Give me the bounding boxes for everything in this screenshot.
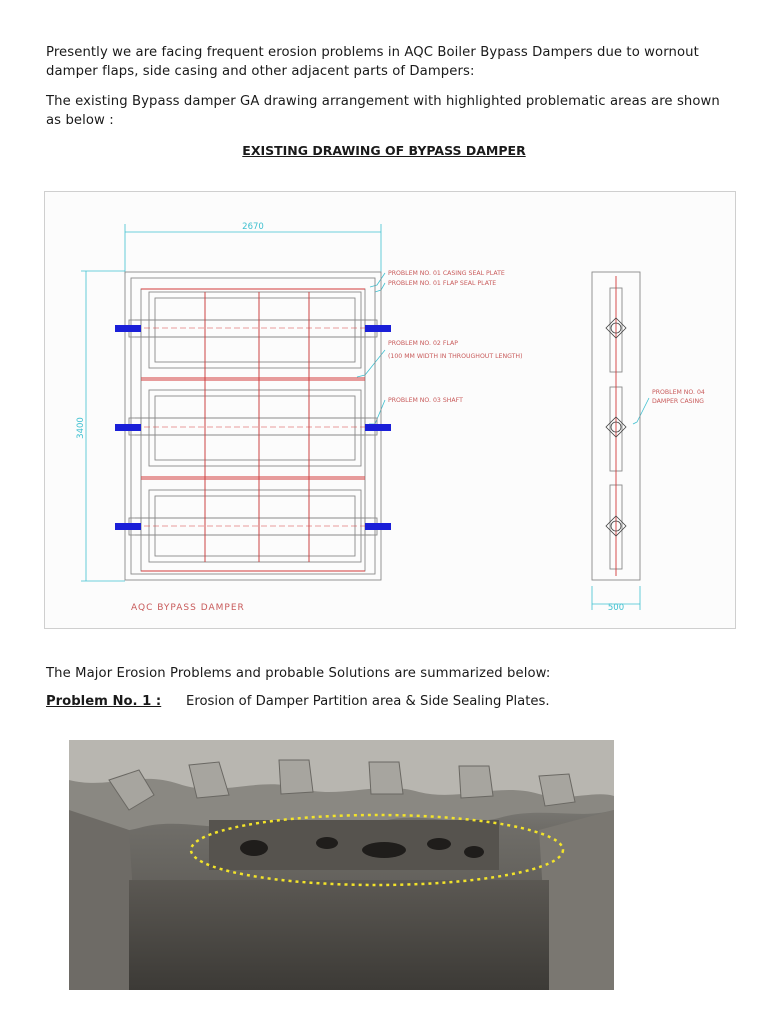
drawing-heading: EXISTING DRAWING OF BYPASS DAMPER bbox=[242, 143, 526, 158]
arrangement-paragraph: The existing Bypass damper GA drawing arrangement with highlighted problematic areas are shown as below : bbox=[46, 94, 720, 128]
annotation-problem-4: PROBLEM NO. 04 bbox=[652, 389, 705, 396]
summary-paragraph: The Major Erosion Problems and probable Solutions are summarized below: bbox=[46, 666, 551, 681]
annotation-problem-1-casing: PROBLEM NO. 01 CASING SEAL PLATE bbox=[388, 270, 505, 277]
damper-ga-drawing-svg bbox=[45, 192, 735, 628]
annotation-problem-2-flap: PROBLEM NO. 02 FLAP bbox=[388, 340, 458, 347]
annotation-problem-2-width: (100 MM WIDTH IN THROUGHOUT LENGTH) bbox=[388, 353, 523, 360]
problem-1-line bbox=[46, 694, 550, 709]
erosion-photo bbox=[69, 740, 614, 990]
annotation-problem-3-shaft: PROBLEM NO. 03 SHAFT bbox=[388, 397, 463, 404]
erosion-photo-svg bbox=[69, 740, 614, 990]
drawing-caption: AQC BYPASS DAMPER bbox=[131, 603, 245, 613]
damper-drawing bbox=[44, 191, 736, 629]
annotation-problem-4-casing: DAMPER CASING bbox=[652, 398, 704, 405]
shaft-ends bbox=[115, 325, 391, 530]
problem-1-label: Problem No. 1 : bbox=[46, 694, 162, 709]
width-dimension: 2670 bbox=[242, 222, 264, 232]
intro-paragraph: Presently we are facing frequent erosion problems in AQC Boiler Bypass Dampers due to wornout damper flaps, side casing and other adjacent parts of Dampers: bbox=[46, 45, 699, 79]
side-width-dimension: 500 bbox=[607, 603, 625, 613]
problem-1-description: Erosion of Damper Partition area & Side Sealing Plates. bbox=[186, 694, 550, 709]
annotation-problem-1-flap: PROBLEM NO. 01 FLAP SEAL PLATE bbox=[388, 280, 497, 287]
height-dimension: 3400 bbox=[76, 417, 86, 439]
